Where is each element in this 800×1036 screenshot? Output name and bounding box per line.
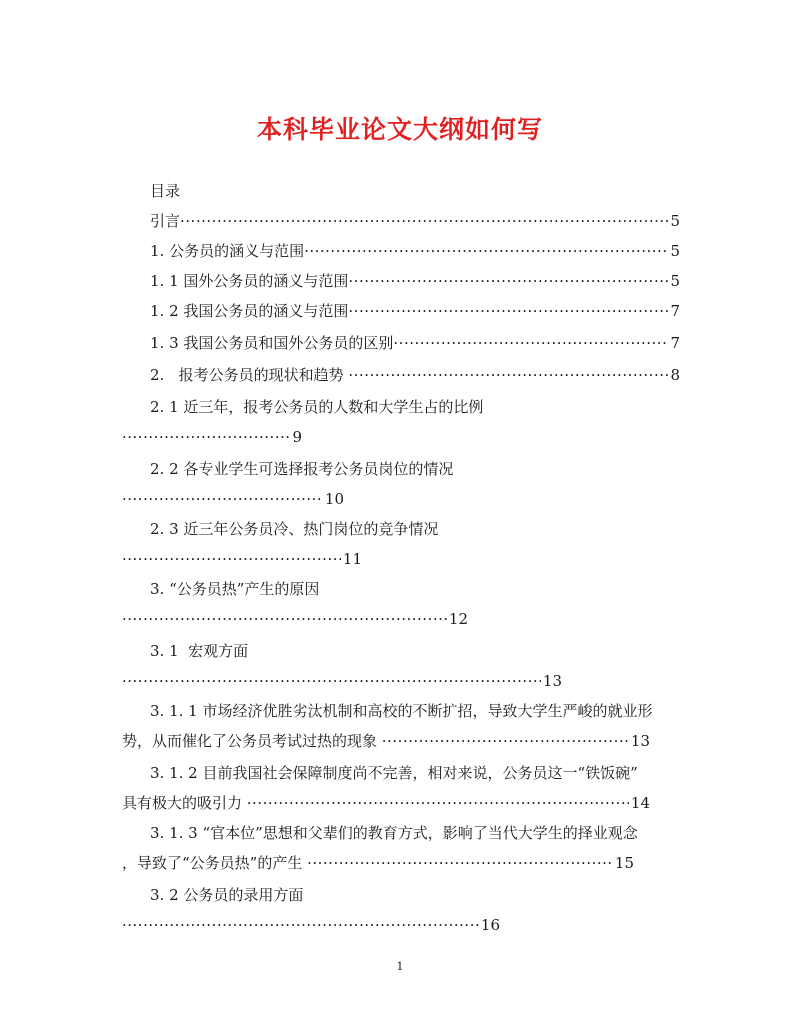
toc-entry-text: 1. 1 国外公务员的涵义与范围 xyxy=(150,272,349,290)
toc-entry-1-3[interactable] xyxy=(150,334,680,352)
toc-entry-page: 9 xyxy=(292,428,302,446)
toc-entry-text-line2: 势，从而催化了公务员考试过热的现象 xyxy=(122,732,382,750)
toc-entry-text-line2: 具有极大的吸引力 xyxy=(122,794,247,812)
toc-leader xyxy=(180,212,668,230)
toc-entry-text-line2: ，导致了“公务员热”的产生 xyxy=(122,854,308,872)
toc-entry-page: 16 xyxy=(480,916,500,934)
toc-entry-1-1[interactable] xyxy=(150,272,680,290)
toc-entry-page: 13 xyxy=(542,672,562,690)
toc-entry-leader-row xyxy=(122,732,650,750)
toc-entry-page: 11 xyxy=(342,550,362,568)
toc-entry-leader-row xyxy=(122,550,362,568)
toc-leader xyxy=(348,302,668,320)
page-number: 1 xyxy=(396,960,404,973)
toc-entry-leader-row xyxy=(122,490,344,508)
toc-leader xyxy=(247,794,629,812)
toc-entry-page: 7 xyxy=(670,302,680,320)
toc-entry-text: 3. “公务员热”产生的原因 xyxy=(150,580,320,598)
toc-entry-2[interactable] xyxy=(150,366,680,384)
page-title: 本科毕业论文大纲如何写 xyxy=(256,115,543,144)
toc-entry-1[interactable] xyxy=(150,242,680,260)
toc-entry-leader-row xyxy=(122,794,650,812)
toc-leader xyxy=(393,334,668,352)
toc-entry-text-line1: 3. 1. 2 目前我国社会保障制度尚不完善，相对来说，公务员这一“铁饭碗” xyxy=(150,764,638,782)
toc-entry-page: 13 xyxy=(630,732,650,750)
toc-entry-page: 14 xyxy=(630,794,650,812)
toc-leader xyxy=(122,428,290,446)
toc-entry-text: 3. 1 宏观方面 xyxy=(150,642,249,660)
toc-entry-1-2[interactable] xyxy=(150,302,680,320)
toc-entry-text: 引言 xyxy=(150,212,181,230)
toc-entry-page: 5 xyxy=(670,212,680,230)
toc-entry-leader-row xyxy=(122,854,634,872)
toc-entry-page: 10 xyxy=(324,490,344,508)
toc-leader xyxy=(307,854,613,872)
toc-leader xyxy=(382,732,629,750)
toc-entry-text: 2. 报考公务员的现状和趋势 xyxy=(150,366,349,384)
toc-leader xyxy=(122,490,323,508)
toc-entry-leader-row xyxy=(122,610,468,628)
toc-entry-page: 8 xyxy=(670,366,680,384)
toc-entry-page: 5 xyxy=(670,272,680,290)
toc-entry-page: 12 xyxy=(448,610,468,628)
toc-entry-text-line1: 3. 1. 1 市场经济优胜劣汰机制和高校的不断扩招，导致大学生严峻的就业形 xyxy=(150,702,653,720)
toc-entry-text: 2. 1 近三年，报考公务员的人数和大学生占的比例 xyxy=(150,398,484,416)
toc-entry-text: 1. 3 我国公务员和国外公务员的区别 xyxy=(150,334,394,352)
toc-entry-page: 7 xyxy=(670,334,680,352)
toc-entry-text: 1. 公务员的涵义与范围 xyxy=(150,242,305,260)
toc-entry-text: 2. 3 近三年公务员冷、热门岗位的竞争情况 xyxy=(150,520,439,538)
toc-entry-page: 15 xyxy=(614,854,634,872)
toc-entry-text: 1. 2 我国公务员的涵义与范围 xyxy=(150,302,349,320)
toc-leader xyxy=(304,242,668,260)
toc-entry-leader-row xyxy=(122,672,562,690)
toc-entry-page: 5 xyxy=(670,242,680,260)
toc-leader xyxy=(122,916,479,934)
toc-entry-text: 2. 2 各专业学生可选择报考公务员岗位的情况 xyxy=(150,460,454,478)
toc-entry-leader-row xyxy=(122,916,500,934)
toc-leader xyxy=(122,610,447,628)
toc-leader xyxy=(348,366,668,384)
toc-heading: 目录 xyxy=(150,182,181,200)
toc-entry-text: 3. 2 公务员的录用方面 xyxy=(150,886,304,904)
toc-entry-text-line1: 3. 1. 3 “官本位”思想和父辈们的教育方式，影响了当代大学生的择业观念 xyxy=(150,824,638,842)
toc-leader xyxy=(122,672,541,690)
toc-entry-intro[interactable] xyxy=(150,212,680,230)
toc-entry-leader-row xyxy=(122,428,302,446)
toc-leader xyxy=(348,272,668,290)
toc-leader xyxy=(122,550,341,568)
